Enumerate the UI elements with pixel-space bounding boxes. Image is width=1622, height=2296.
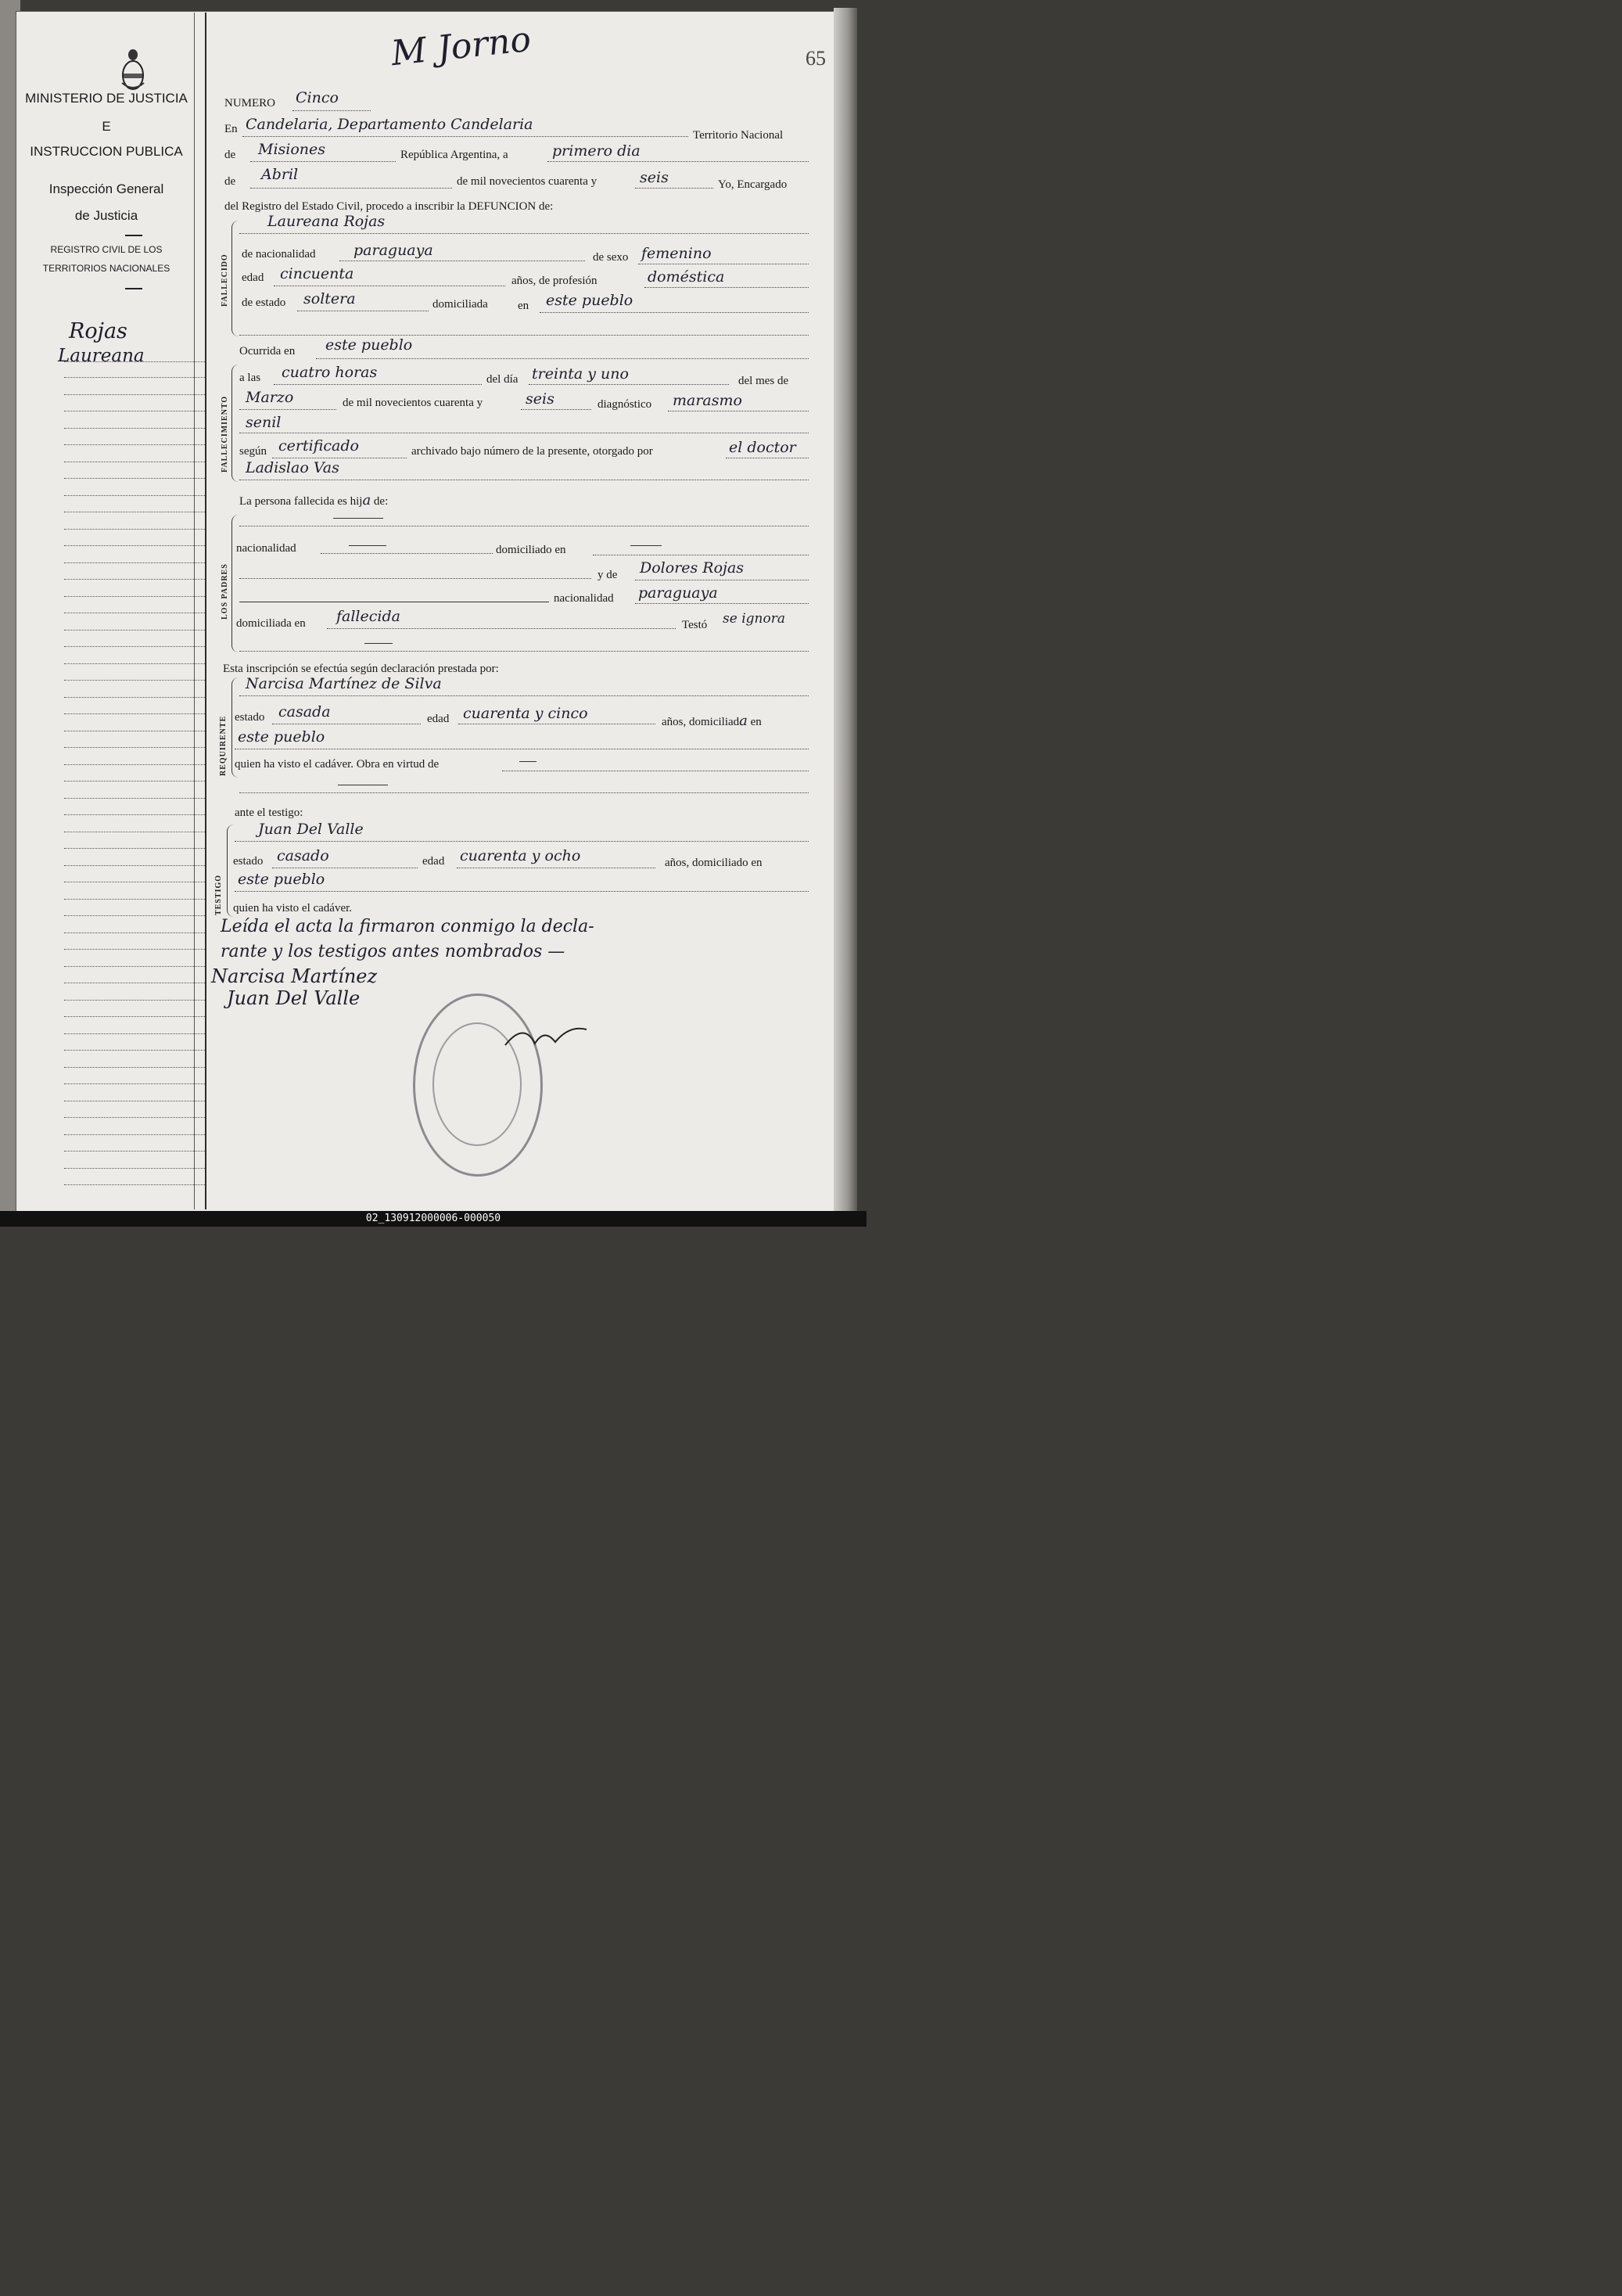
padres-section-label: LOS PADRES [221, 563, 229, 620]
page-number: 65 [806, 47, 826, 70]
testo-value: se ignora [723, 611, 785, 627]
dotted-line [529, 384, 729, 385]
margin-line [64, 1184, 205, 1185]
requirente-en: en [750, 716, 762, 728]
diagnostico-value: marasmo [673, 392, 742, 409]
dotted-line [239, 578, 591, 579]
requirente-anios-label [662, 713, 762, 729]
territory-value: Misiones [258, 141, 326, 158]
ocurrida-label: Ocurrida en [239, 345, 296, 358]
closing-line-1: Leída el acta la firmaron conmigo la decla- [221, 917, 594, 936]
deceased-name: Laureana Rojas [267, 213, 386, 230]
dotted-line [316, 358, 809, 359]
y-de-label: y de [597, 569, 618, 581]
doctor-value: Ladislao Vas [246, 459, 339, 476]
requirente-edad-value: cuarenta y cinco [463, 705, 588, 722]
margin-line [64, 966, 205, 967]
margin-line [64, 646, 205, 647]
domiciliado-label: domiciliada [432, 298, 488, 311]
dash-mark [519, 761, 536, 762]
hora-value: cuatro horas [282, 364, 378, 381]
dotted-line [547, 161, 809, 162]
inspection-title: Inspección General [48, 181, 164, 196]
edad-value: cincuenta [280, 265, 354, 282]
section-brace [231, 515, 239, 652]
numero-value: Cinco [296, 89, 339, 106]
testigo-name: Juan Del Valle [258, 821, 364, 838]
dotted-line [635, 188, 713, 189]
section-brace [231, 221, 239, 336]
margin-line [64, 579, 205, 580]
republica-label: República Argentina, a [400, 149, 508, 161]
fallecido-section-label: FALLECIDO [221, 253, 229, 307]
hija-de: de: [373, 495, 389, 508]
dotted-line [540, 312, 809, 313]
dash-mark [333, 518, 383, 519]
divider-dash [125, 288, 142, 289]
dotted-line [239, 695, 809, 696]
margin-line [64, 428, 205, 429]
territorio-label: Territorio Nacional [693, 129, 784, 142]
territories-title: TERRITORIOS NACIONALES [42, 263, 170, 274]
testigo-anios-label: años, domiciliado en [665, 857, 763, 869]
nacionalidad-label: de nacionalidad [242, 248, 316, 261]
margin-line [64, 1016, 205, 1017]
coat-of-arms-icon [119, 47, 147, 92]
margin-line [64, 361, 205, 362]
ocurrida-value: este pueblo [325, 336, 413, 354]
mes-value: Marzo [246, 389, 294, 406]
testigo-estado-label: estado [233, 855, 264, 868]
estado-value: soltera [303, 290, 356, 307]
witness-signature: Juan Del Valle [227, 987, 361, 1009]
dotted-line [250, 188, 452, 189]
margin-line [64, 1151, 205, 1152]
dotted-line [250, 161, 396, 162]
margin-line [64, 1050, 205, 1051]
requirente-suffix: a [739, 713, 748, 729]
margin-line [64, 1033, 205, 1034]
dia-value: treinta y uno [532, 365, 629, 383]
margin-line [64, 545, 205, 546]
margin-given-name: Laureana [58, 346, 145, 366]
margin-line [64, 949, 205, 950]
margin-line [64, 1168, 205, 1169]
segun-label: según [239, 445, 267, 458]
profesion-value: doméstica [648, 268, 725, 286]
margin-line [64, 1134, 205, 1135]
requirente-domicilio-value: este pueblo [238, 728, 325, 746]
month-value: Abril [261, 166, 299, 183]
closing-line-2: rante y los testigos antes nombrados — [221, 942, 565, 961]
ministry-title: MINISTERIO DE JUSTICIA [25, 91, 188, 106]
yo-label: Yo, Encargado [718, 178, 788, 191]
testigo-domicilio-value: este pueblo [238, 871, 325, 888]
dash-mark [630, 545, 662, 546]
margin-line [64, 529, 205, 530]
dotted-line [242, 136, 688, 137]
archivado-label: archivado bajo número de la presente, otorgado por [411, 445, 653, 458]
registry-title: REGISTRO CIVIL DE LOS [50, 244, 163, 255]
dotted-line [239, 651, 809, 652]
margin-line [64, 747, 205, 748]
margin-line [64, 596, 205, 597]
testo-label: Testó [682, 619, 708, 631]
margin-line [64, 713, 205, 714]
official-initials-mark [501, 1014, 594, 1061]
margin-line [64, 1067, 205, 1068]
hija-text: La persona fallecida es hij [239, 495, 363, 508]
margin-surname: Rojas [69, 319, 127, 343]
requirente-estado-value: casada [278, 703, 331, 720]
main-rule [205, 13, 206, 1209]
dotted-line [327, 628, 676, 629]
year-label: de mil novecientos cuarenta y [457, 175, 597, 188]
testigo-edad-label: edad [422, 855, 445, 868]
edad-label: edad [242, 271, 264, 284]
dotted-line [635, 603, 809, 604]
margin-line [64, 848, 205, 849]
madre-nacionalidad-value: paraguaya [638, 584, 718, 602]
margin-rule [194, 13, 195, 1209]
year-value: seis [640, 169, 669, 186]
dash-mark [364, 643, 393, 644]
fallecimiento-section-label: FALLECIMIENTO [221, 395, 229, 472]
dotted-line [239, 792, 809, 793]
margin-line [64, 865, 205, 866]
margin-line [64, 814, 205, 815]
margin-line [64, 630, 205, 631]
certificado-value: certificado [278, 437, 359, 455]
dotted-line [235, 841, 809, 842]
de-label: de [224, 149, 236, 161]
section-brace [231, 365, 239, 482]
divider-dash [125, 235, 142, 236]
page-stack-edge [834, 8, 857, 1211]
madre-value: Dolores Rojas [640, 559, 745, 577]
domicilio-value: este pueblo [546, 292, 633, 309]
margin-line [64, 663, 205, 664]
justice-title: de Justicia [74, 208, 138, 223]
requirente-name: Narcisa Martínez de Silva [246, 675, 442, 692]
testigo-section-label: TESTIGO [214, 874, 223, 915]
margin-line [64, 899, 205, 900]
margin-line [64, 495, 205, 496]
madre-domiciliada-label: domiciliada en [236, 617, 306, 630]
margin-line [64, 478, 205, 479]
dotted-line [644, 287, 809, 288]
dash-mark [349, 545, 386, 546]
anio-value: seis [526, 390, 554, 408]
requirente-visto-label: quien ha visto el cadáver. Obra en virtud de [235, 758, 440, 771]
margin-line [64, 697, 205, 698]
requirente-estado-label: estado [235, 711, 265, 724]
profesion-label: años, de profesión [511, 275, 597, 287]
dotted-line [321, 553, 493, 554]
sexo-label: de sexo [593, 251, 629, 264]
numero-label: NUMERO [224, 97, 276, 110]
requirente-intro: Esta inscripción se efectúa según declaración prestada por: [223, 663, 499, 675]
margin-line [64, 781, 205, 782]
madre-domicilio-value: fallecida [336, 608, 400, 625]
madre-nacionalidad-label: nacionalidad [554, 592, 614, 605]
en-label: en [518, 300, 529, 312]
diagnostico-label: diagnóstico [597, 398, 652, 411]
dotted-line [521, 409, 591, 410]
hija-label [239, 492, 388, 508]
registro-text: del Registro del Estado Civil, procedo a inscribir la DEFUNCION de: [224, 200, 554, 213]
ministry-instruction: INSTRUCCION PUBLICA [30, 144, 183, 159]
margin-line [64, 915, 205, 916]
en-label: En [224, 123, 238, 135]
testigo-edad-value: cuarenta y ocho [460, 847, 581, 864]
margin-line [64, 680, 205, 681]
dotted-line [292, 110, 371, 111]
margin-line [64, 394, 205, 395]
margin-line [64, 444, 205, 445]
de2-label: de [224, 175, 236, 188]
margin-line [64, 1083, 205, 1084]
dotted-line [239, 233, 809, 234]
padre-domiciliado-label: domiciliado en [496, 544, 566, 556]
day-value: primero dia [552, 142, 641, 160]
sexo-value: femenino [641, 245, 712, 262]
margin-line [64, 562, 205, 563]
ministry-and: E [102, 119, 111, 134]
testigo-intro: ante el testigo: [235, 807, 303, 819]
dotted-line [239, 335, 809, 336]
dotted-line [274, 384, 482, 385]
margin-line [64, 932, 205, 933]
anio-label: de mil novecientos cuarenta y [343, 397, 483, 409]
diagnostico-continued: senil [246, 414, 282, 431]
dia-label: del día [486, 373, 519, 386]
padre-nacionalidad-label: nacionalidad [236, 542, 296, 555]
testigo-visto-label: quien ha visto el cadáver. [233, 902, 353, 914]
margin-line [64, 798, 205, 799]
place-value: Candelaria, Departamento Candelaria [246, 116, 533, 133]
footer-id: 02_130912000006-000050 [0, 1211, 867, 1227]
nacionalidad-value: paraguaya [353, 242, 433, 259]
margin-line [64, 377, 205, 378]
declarant-signature: Narcisa Martínez [211, 965, 378, 987]
hija-suffix: a [362, 492, 371, 508]
official-signature: M Jorno [389, 19, 533, 74]
a-las-label: a las [239, 372, 261, 384]
testigo-estado-value: casado [277, 847, 329, 864]
sidebar [17, 13, 196, 1209]
margin-line [64, 764, 205, 765]
mes-label: del mes de [738, 375, 789, 387]
dotted-line [239, 409, 336, 410]
requirente-edad-label: edad [427, 713, 450, 725]
otorgado-value: el doctor [729, 439, 796, 456]
margin-line [64, 1117, 205, 1118]
dotted-line [235, 891, 809, 892]
estado-label: de estado [242, 296, 286, 309]
requirente-section-label: REQUIRENTE [219, 715, 228, 776]
margin-line [64, 1000, 205, 1001]
requirente-anios-text: años, domiciliad [662, 716, 740, 728]
